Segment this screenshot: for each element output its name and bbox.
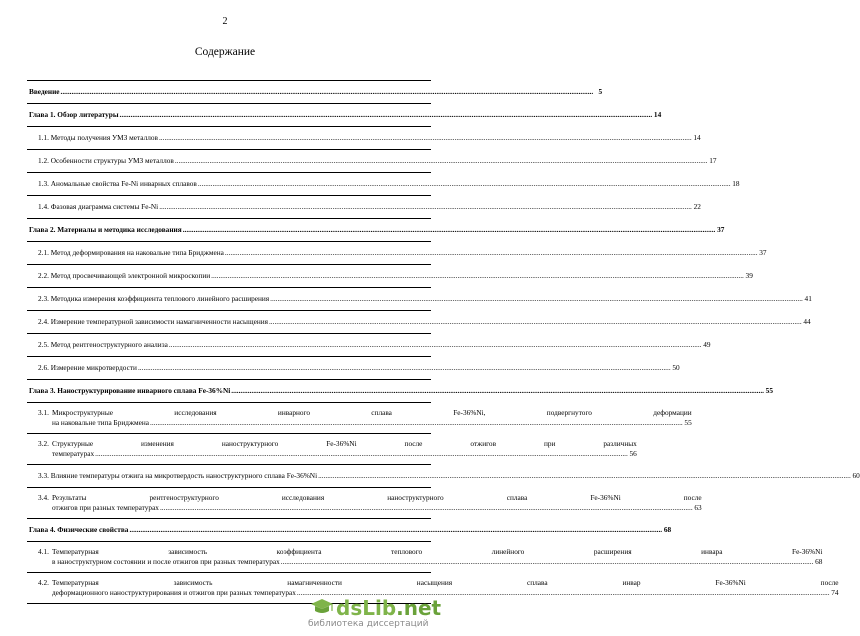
toc-page-number: 18 <box>732 179 740 188</box>
toc-page-number: 37 <box>759 248 767 257</box>
toc-leader-dots <box>150 418 683 428</box>
toc-entry-text: 3.3. Влияние температуры отжига на микротвердость наноструктурного сплава Fe-36%Ni <box>38 471 318 480</box>
toc-leader-dots <box>159 202 692 212</box>
toc-leader-dots <box>169 340 702 350</box>
toc-chapter-row <box>27 380 773 403</box>
toc-entry-text: 2.1. Метод деформирования на наковальне типа Бриджмена <box>38 248 224 257</box>
toc-entry-line2: отжигов при разных температурах <box>51 503 159 512</box>
toc-chapter-row <box>27 219 725 242</box>
toc-page-number: 55 <box>684 418 692 427</box>
toc-chapter-row <box>27 104 662 127</box>
toc-leader-dots <box>61 87 594 97</box>
toc-section-number: 3.4. <box>38 493 49 502</box>
toc-entry-line2: деформационного наноструктурирования и отжигов при разных температурах <box>51 588 296 597</box>
toc-page-number: 55 <box>765 386 773 395</box>
toc-page-number: 68 <box>663 525 672 534</box>
toc-entry-text: Глава 2. Материалы и методика исследования <box>29 225 182 234</box>
page-number: 2 <box>222 16 228 27</box>
toc-section-row <box>27 311 811 334</box>
dslib-subtitle: библиотека диссертаций <box>308 619 429 629</box>
toc-page-number: 37 <box>717 225 725 234</box>
toc-section-number: 4.2. <box>38 578 49 587</box>
toc-section-row <box>27 242 767 265</box>
toc-entry-text: Глава 1. Обзор литературы <box>29 110 119 119</box>
toc-entry-text: 2.3. Методика измерения коэффициента теплового линейного расширения <box>38 294 270 303</box>
toc-leader-dots <box>129 525 662 535</box>
toc-entry-text: 2.6. Измерение микротвердости <box>38 363 137 372</box>
toc-section-row-multiline <box>27 542 823 573</box>
toc-section-row <box>27 127 701 150</box>
toc-section-number: 3.2. <box>38 439 49 448</box>
toc-section-row <box>27 288 812 311</box>
toc-entry-text: Введение <box>29 87 60 96</box>
toc-entry-text: 1.4. Фазовая диаграмма системы Fe-Ni <box>38 202 159 211</box>
toc-section-row <box>27 357 680 380</box>
toc-page-number: 60 <box>852 471 860 480</box>
toc-section-row-multiline <box>27 434 637 465</box>
toc-entry-line1: Температурная зависимость намагниченности насыщения сплава инвар Fe-36%Ni после <box>51 578 839 587</box>
toc-leader-dots <box>225 248 758 258</box>
toc-leader-dots <box>138 363 671 373</box>
toc-leader-dots <box>318 471 851 481</box>
table-of-contents <box>27 80 860 604</box>
dslib-watermark <box>308 596 442 630</box>
toc-page-number: 49 <box>703 340 711 349</box>
toc-page-number: 63 <box>694 503 702 512</box>
toc-section-row <box>27 150 717 173</box>
toc-entry-line1: Результаты рентгеноструктурного исследования наноструктурного сплава Fe-36%Ni после <box>51 493 702 502</box>
toc-leader-dots <box>231 386 764 396</box>
toc-page-number: 44 <box>803 317 811 326</box>
toc-entry-text: 2.4. Измерение температурной зависимости намагниченности насыщения <box>38 317 268 326</box>
toc-leader-dots <box>270 294 803 304</box>
toc-leader-dots <box>211 271 744 281</box>
toc-entry-line1: Структурные изменения наноструктурного Fe-36%Ni после отжигов при различных <box>51 439 637 448</box>
toc-leader-dots <box>183 225 716 235</box>
toc-leader-dots <box>175 156 708 166</box>
toc-chapter-row <box>27 519 672 542</box>
toc-entry-line2: в наноструктурном состоянии и после отжигов при разных температурах <box>51 557 280 566</box>
toc-entry-text: 2.5. Метод рентгеноструктурного анализа <box>38 340 168 349</box>
toc-page-number: 68 <box>815 557 823 566</box>
toc-section-number: 4.1. <box>38 547 49 556</box>
toc-entry-line1: Микроструктурные исследования инварного сплава Fe-36%Ni, подвергнутого деформации <box>51 408 692 417</box>
toc-section-row <box>27 465 860 488</box>
toc-page-number: 22 <box>693 202 701 211</box>
toc-page-number: 41 <box>804 294 812 303</box>
toc-entry-text: 2.2. Метод просвечивающей электронной микроскопии <box>38 271 211 280</box>
toc-section-row <box>27 173 740 196</box>
page-title: Содержание <box>194 46 256 58</box>
toc-entry-line2: на наковальне типа Бриджмена <box>51 418 150 427</box>
toc-leader-dots <box>95 449 628 459</box>
graduation-cap-icon <box>310 597 334 617</box>
toc-page-number: 5 <box>598 87 603 96</box>
toc-section-row <box>27 196 701 219</box>
toc-entry-text: Глава 4. Физические свойства <box>29 525 129 534</box>
toc-entry-text: Глава 3. Наноструктурирование инварного сплава Fe-36%Ni <box>29 386 231 395</box>
toc-section-row-multiline <box>27 403 692 434</box>
toc-leader-dots <box>281 557 814 567</box>
toc-page-number: 17 <box>709 156 717 165</box>
toc-section-row <box>27 265 753 288</box>
toc-entry-line1: Температурная зависимость коэффициента теплового линейного расширения инвара Fe-36%Ni <box>51 547 823 556</box>
toc-entry-text: 1.1. Методы получения УМЗ металлов <box>38 133 158 142</box>
toc-leader-dots <box>120 110 653 120</box>
toc-entry-line2: температурах <box>51 449 95 458</box>
toc-section-number: 3.1. <box>38 408 49 417</box>
toc-entry-text: 1.3. Аномальные свойства Fe-Ni инварных сплавов <box>38 179 197 188</box>
toc-section-row <box>27 334 711 357</box>
toc-leader-dots <box>198 179 731 189</box>
toc-entry-text: 1.2. Особенности структуры УМЗ металлов <box>38 156 174 165</box>
toc-leader-dots <box>159 133 692 143</box>
dslib-logo: dsLib.net <box>336 596 442 620</box>
toc-page-number: 50 <box>672 363 680 372</box>
toc-page-number: 14 <box>653 110 662 119</box>
toc-leader-dots <box>160 503 693 513</box>
toc-page-number: 56 <box>629 449 637 458</box>
toc-page-number: 39 <box>745 271 753 280</box>
toc-page-number: 14 <box>693 133 701 142</box>
toc-page-number: 74 <box>831 588 839 597</box>
toc-section-row-multiline <box>27 488 702 519</box>
toc-chapter-row <box>27 81 603 104</box>
toc-leader-dots <box>269 317 802 327</box>
